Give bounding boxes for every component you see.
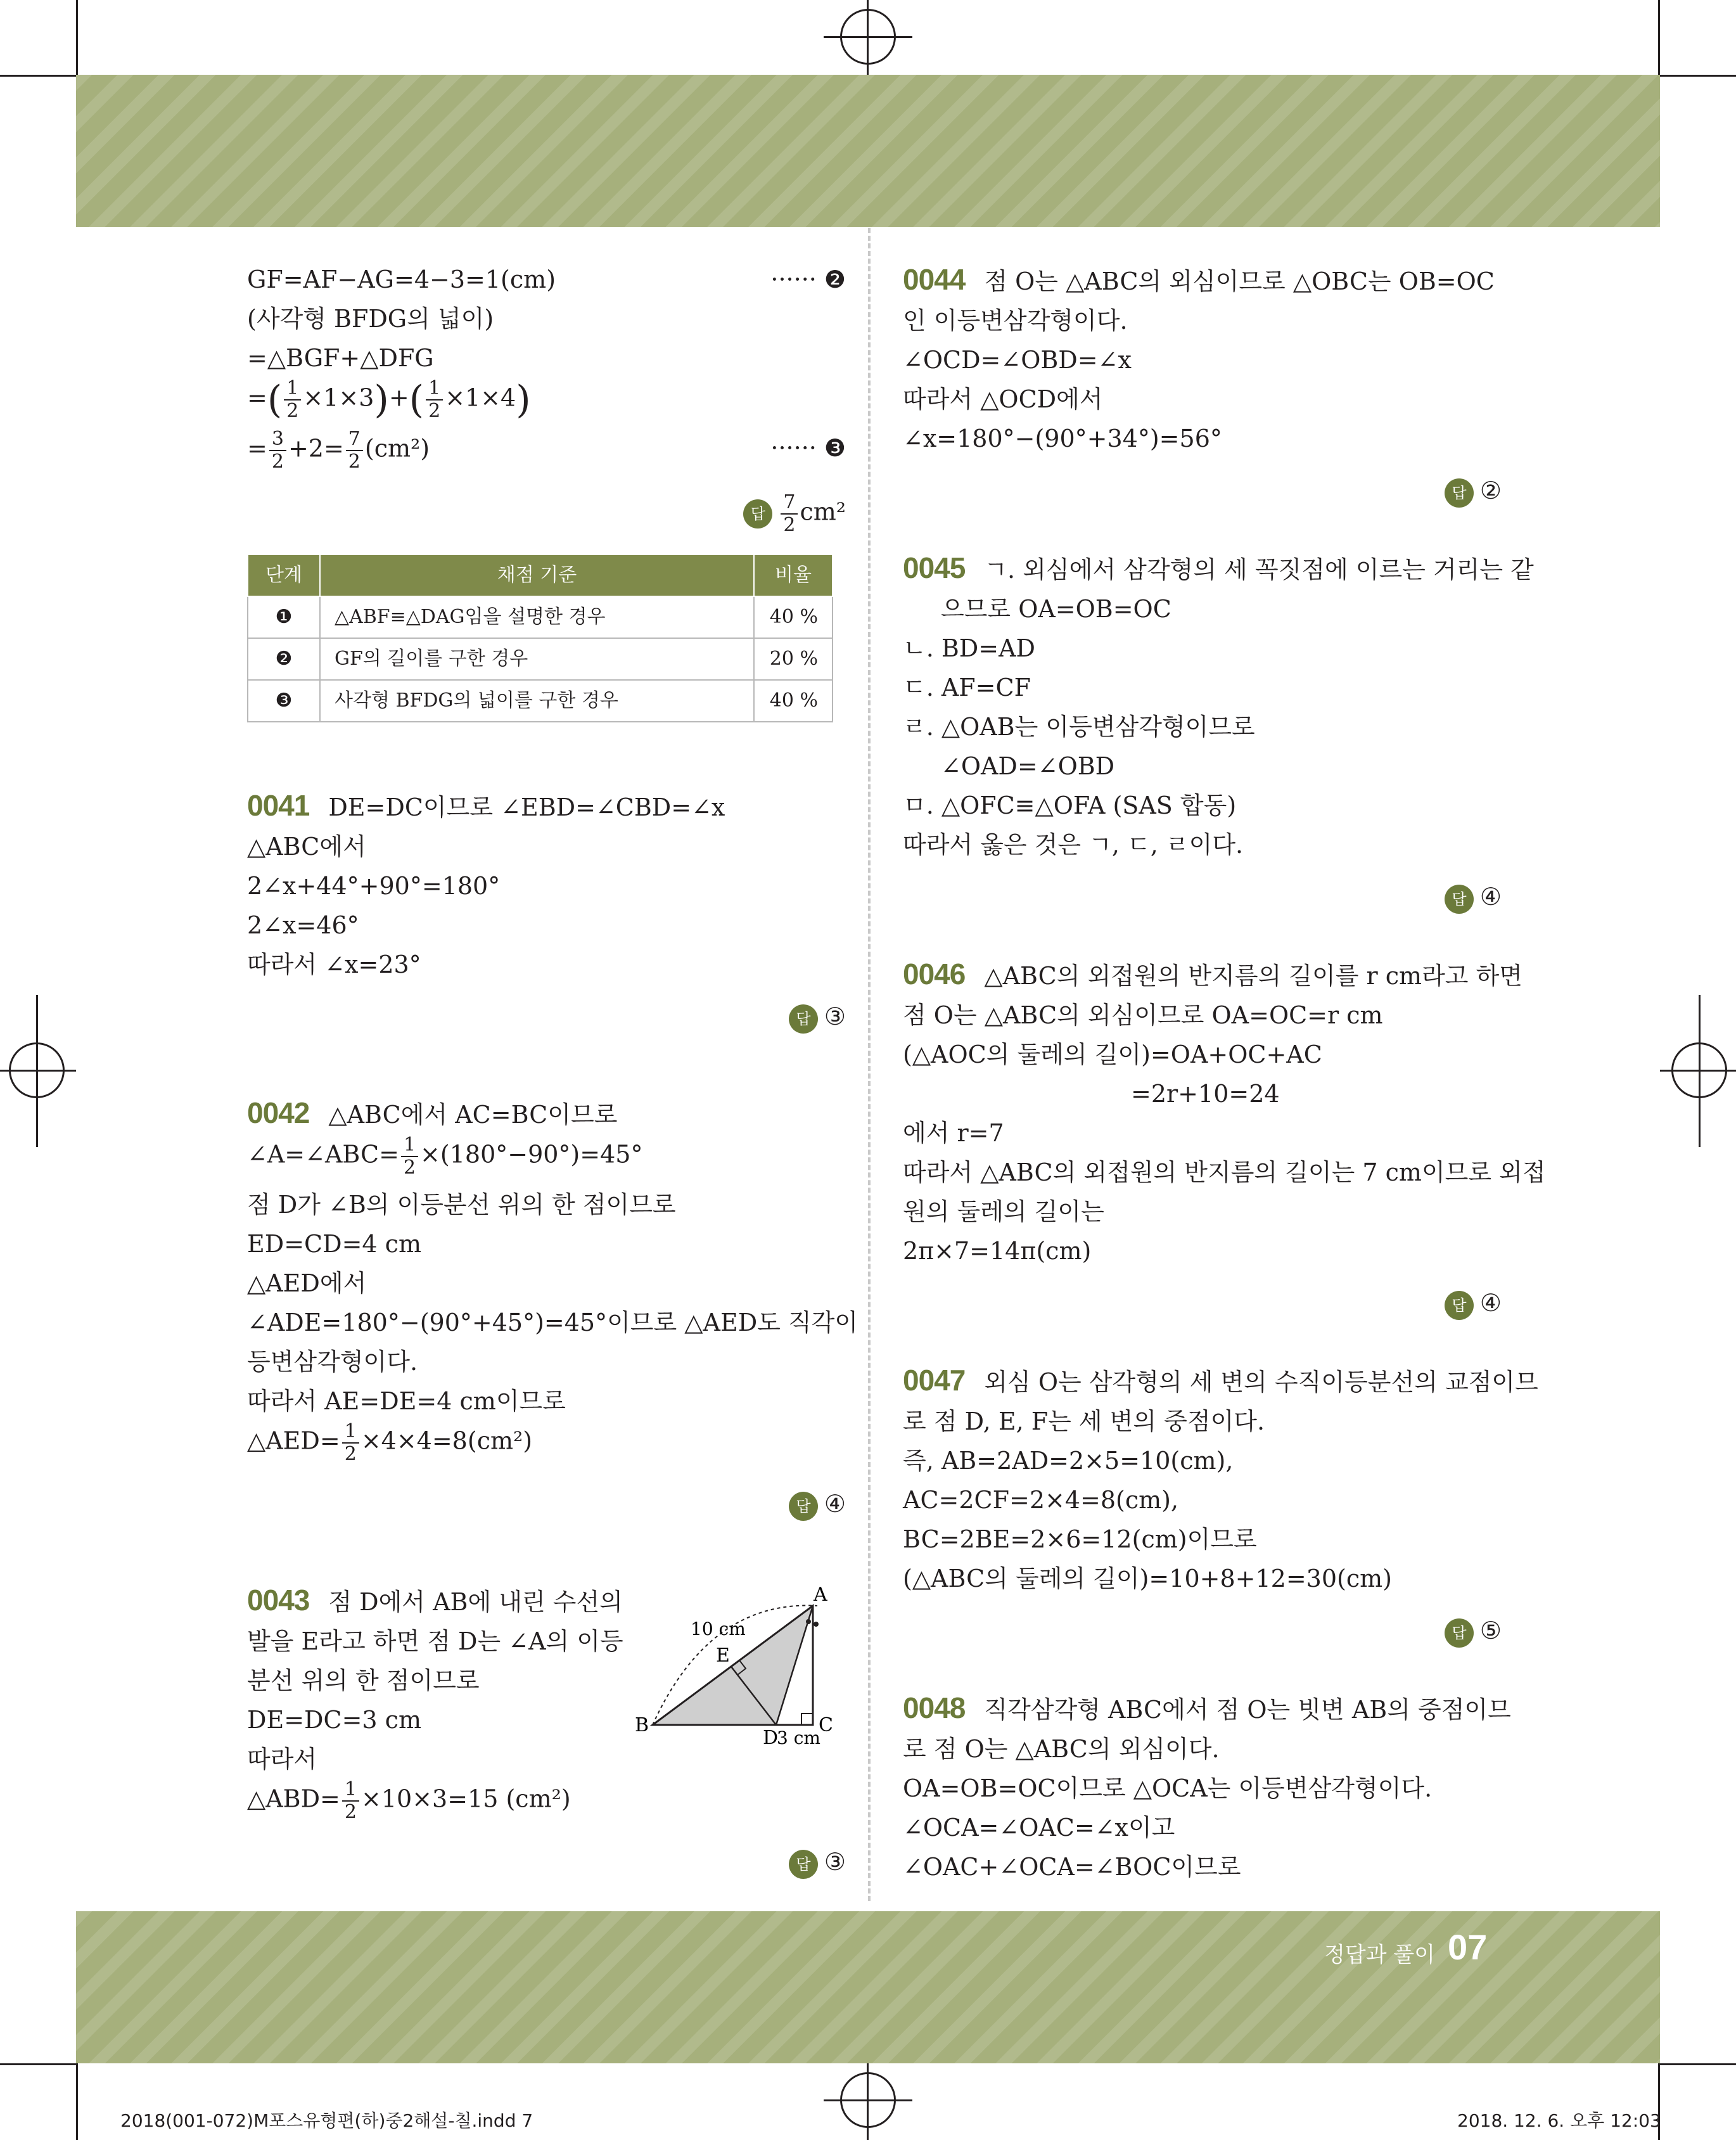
solution-line: 따라서 AE=DE=4 cm이므로: [247, 1387, 566, 1415]
solution-line: 인 이등변삼각형이다.: [903, 307, 1128, 335]
problem-0047-first: 0047 외심 O는 삼각형의 세 변의 수직이등분선의 교점이므: [903, 1364, 1538, 1397]
fraction-line: △ABD= $\frac{1}{2}$ ×10×3=15 (cm²): [247, 1778, 571, 1823]
solution-line: ∠ADE=180°−(90°+45°)=45°이므로 △AED도 직각이: [247, 1309, 858, 1336]
solution-line: 발을 E라고 하면 점 D는 ∠A의 이등: [247, 1627, 623, 1655]
column-divider: [868, 228, 871, 1901]
solution-line: GF=AF−AG=4−3=1(cm) ······ ❷: [247, 260, 846, 299]
solution-line: 에서 r=7: [903, 1119, 1004, 1147]
solution-line: (△ABC의 둘레의 길이)=10+8+12=30(cm): [903, 1565, 1392, 1592]
problem-number: 0041: [247, 789, 310, 822]
solution-line: △ABC에서: [247, 833, 366, 861]
table-header: 단계: [248, 554, 320, 596]
fraction-line: △AED= $\frac{1}{2}$ ×4×4=8(cm²): [247, 1420, 533, 1465]
label-dc-length: 3 cm: [777, 1727, 820, 1745]
crop-mark: [1658, 0, 1660, 75]
answer: 답 ③: [247, 997, 846, 1036]
right-angle-c: [801, 1714, 813, 1725]
footer-date: 2018. 12. 6. 오후 12:03: [1457, 2110, 1661, 2131]
solution-line: 2∠x+44°+90°=180°: [247, 872, 501, 900]
crop-mark: [0, 75, 76, 77]
problem-number: 0046: [903, 958, 966, 990]
solution-line: 2π×7=14π(cm): [903, 1237, 1092, 1265]
answer: 답 ④: [903, 1283, 1502, 1323]
label-a: A: [814, 1584, 827, 1606]
problem-number: 0048: [903, 1691, 966, 1724]
solution-line: 따라서: [247, 1745, 317, 1773]
problem-number: 0042: [247, 1096, 310, 1129]
answer: 답 ④: [247, 1484, 846, 1523]
label-ab-length: 10 cm: [691, 1618, 746, 1639]
solution-line: 따라서 △ABC의 외접원의 반지름의 길이는 7 cm이므로 외접: [903, 1158, 1546, 1186]
problem-0043: [247, 1580, 846, 1829]
solution-line: ㄴ. BD=AD: [903, 634, 1036, 662]
table-header: 채점 기준: [320, 554, 754, 596]
registration-mark: [867, 2063, 869, 2140]
answer-badge: 답: [789, 1850, 818, 1879]
footer-band: [76, 1911, 1660, 2063]
crop-mark: [76, 0, 78, 75]
answer-badge: 답: [789, 1492, 818, 1521]
problem-number: 0043: [247, 1584, 310, 1617]
step-marker: ······ ❸: [770, 434, 846, 462]
answer: 답 ③: [247, 1842, 846, 1881]
solution-line: BC=2BE=2×6=12(cm)이므로: [903, 1525, 1257, 1553]
fraction-line: = $\frac{3}{2}$ +2= $\frac{7}{2}$ (cm²) ······ ❸: [247, 428, 846, 473]
problem-0046-first: 0046 △ABC의 외접원의 반지름의 길이를 r cm라고 하면: [903, 958, 1522, 990]
solution-line: (사각형 BFDG의 넓이): [247, 305, 494, 333]
table-header: 비율: [754, 554, 833, 596]
solution-line: ㅁ. △OFC≡△OFA (SAS 합동): [903, 791, 1237, 819]
page-label: 정답과 풀이: [1324, 1942, 1436, 1968]
header-band: [76, 75, 1660, 227]
solution-line: ∠x=180°−(90°+34°)=56°: [903, 425, 1222, 452]
problem-0042-first: 0042 △ABC에서 AC=BC이므로: [247, 1096, 618, 1129]
fraction-line: ∠A=∠ABC= $\frac{1}{2}$ ×(180°−90°)=45°: [247, 1134, 643, 1179]
footer-file: 2018(001-072)M포스유형편(하)중2해설-칠.indd 7: [120, 2110, 533, 2131]
solution-line: ED=CD=4 cm: [247, 1230, 421, 1258]
solution-line: 로 점 O는 △ABC의 외심이다.: [903, 1735, 1220, 1763]
solution-line: 즉, AB=2AD=2×5=10(cm),: [903, 1447, 1234, 1475]
solution-line: ∠OAD=∠OBD: [941, 752, 1115, 780]
answer-badge: 답: [1445, 1291, 1474, 1320]
problem-0045-first: 0045 ㄱ. 외심에서 삼각형의 세 꼭짓점에 이르는 거리는 같: [903, 551, 1534, 584]
triangle-figure: [634, 1580, 843, 1745]
fraction-line: =( $\frac{1}{2}$ ×1×3)+( $\frac{1}{2}$ ×1×4): [247, 377, 531, 422]
left-column: [247, 260, 858, 1881]
solution-line: 따라서 △OCD에서: [903, 385, 1103, 413]
solution-line: 따라서 옳은 것은 ㄱ, ㄷ, ㄹ이다.: [903, 831, 1244, 859]
problem-0044-first: 0044 점 O는 △ABC의 외심이므로 △OBC는 OB=OC: [903, 263, 1495, 296]
solution-line: △AED에서: [247, 1269, 367, 1297]
registration-mark: [824, 36, 912, 38]
step-marker: ······ ❷: [770, 266, 846, 293]
registration-mark: [1660, 1070, 1736, 1072]
solution-line: 으므로 OA=OB=OC: [941, 595, 1171, 623]
answer-badge: 답: [1445, 478, 1474, 508]
solution-line: ∠OCD=∠OBD=∠x: [903, 346, 1132, 374]
crop-mark: [1660, 75, 1736, 77]
solution-line: 등변삼각형이다.: [247, 1348, 418, 1376]
solution-line: 원의 둘레의 길이는: [903, 1198, 1104, 1226]
angle-mark-a1: [806, 1619, 811, 1624]
answer: 답 ②: [903, 471, 1502, 510]
solution-line: ㄹ. △OAB는 이등변삼각형이므로: [903, 713, 1255, 741]
registration-mark: [36, 995, 38, 1147]
problem-0048-first: 0048 직각삼각형 ABC에서 점 O는 빗변 AB의 중점이므: [903, 1691, 1511, 1724]
solution-line: ㄷ. AF=CF: [903, 674, 1031, 702]
solution-line: 로 점 D, E, F는 세 변의 중점이다.: [903, 1407, 1265, 1435]
label-b: B: [635, 1714, 649, 1736]
problem-0043-first: 0043 점 D에서 AB에 내린 수선의: [247, 1584, 623, 1617]
solution-line: 점 O는 △ABC의 외심이므로 OA=OC=r cm: [903, 1001, 1383, 1029]
solution-line: =△BGF+△DFG: [247, 344, 434, 372]
solution-line: ∠OCA=∠OAC=∠x이고: [903, 1814, 1175, 1842]
page-number: 07: [1448, 1927, 1488, 1967]
problem-number: 0044: [903, 263, 966, 296]
answer-badge: 답: [1445, 885, 1474, 914]
registration-mark: [0, 1070, 76, 1072]
solution-line: =2r+10=24: [1131, 1080, 1280, 1108]
angle-mark-a2: [814, 1622, 819, 1627]
solution-line: (△AOC의 둘레의 길이)=OA+OC+AC: [903, 1041, 1322, 1068]
solution-line: OA=OB=OC이므로 △OCA는 이등변삼각형이다.: [903, 1774, 1433, 1802]
solution-line: DE=DC=3 cm: [247, 1706, 421, 1734]
table-row: ❶ △ABF≡△DAG임을 설명한 경우 40 %: [248, 596, 833, 638]
registration-mark: [824, 2099, 912, 2101]
label-c: C: [819, 1714, 833, 1736]
answer-badge: 답: [1445, 1618, 1474, 1648]
solution-line: 분선 위의 한 점이므로: [247, 1667, 480, 1695]
scoring-table: [247, 554, 833, 722]
label-d: D: [763, 1727, 779, 1745]
right-column: [903, 260, 1546, 1887]
crop-mark: [0, 2063, 76, 2065]
solution-line: 점 D가 ∠B의 이등분선 위의 한 점이므로: [247, 1191, 676, 1219]
solution-line: 2∠x=46°: [247, 911, 359, 939]
table-row: ❸ 사각형 BFDG의 넓이를 구한 경우 40 %: [248, 680, 833, 722]
label-e: E: [716, 1644, 730, 1667]
crop-mark: [76, 2063, 78, 2140]
answer: 답 ⑤: [903, 1611, 1502, 1650]
answer: 답 ④: [903, 877, 1502, 916]
table-row: ❷ GF의 길이를 구한 경우 20 %: [248, 638, 833, 680]
problem-number: 0047: [903, 1364, 966, 1397]
problem-number: 0045: [903, 551, 966, 584]
registration-mark: [1699, 995, 1701, 1147]
solution-line: ∠OAC+∠OCA=∠BOC이므로: [903, 1853, 1241, 1881]
answer: 답 $\frac{7}{2}$ cm²: [247, 492, 846, 542]
problem-0041-first: 0041 DE=DC이므로 ∠EBD=∠CBD=∠x: [247, 789, 725, 822]
answer-badge: 답: [743, 499, 772, 529]
solution-line: 따라서 ∠x=23°: [247, 951, 421, 978]
answer-badge: 답: [789, 1004, 818, 1034]
solution-line: AC=2CF=2×4=8(cm),: [903, 1486, 1179, 1514]
crop-mark: [1660, 2063, 1736, 2065]
